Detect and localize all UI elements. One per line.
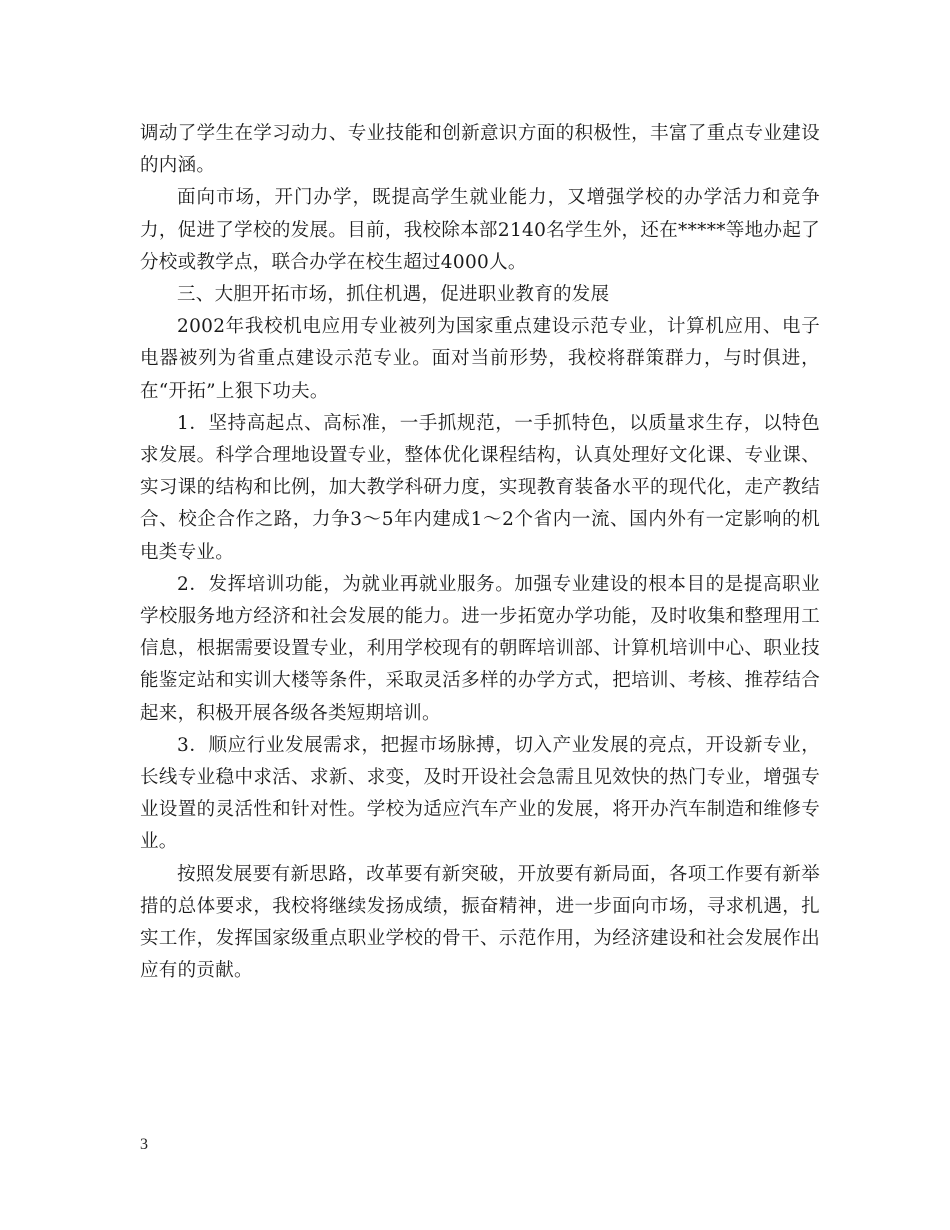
- list-item-3: 3．顺应行业发展需求，把握市场脉搏，切入产业发展的亮点，开设新专业，长线专业稳中求活、求新、求变，及时开设社会急需且见效快的热门专业，增强专业设置的灵活性和针对性。学校为适应汽车产业的发展，将开办汽车制造和维修专业。: [140, 734, 820, 853]
- paragraph-continuation: 调动了学生在学习动力、专业技能和创新意识方面的积极性，丰富了重点专业建设的内涵。: [140, 123, 820, 177]
- page-number: 3: [140, 1136, 148, 1153]
- paragraph-2002-demonstration: 2002年我校机电应用专业被列为国家重点建设示范专业，计算机应用、电子电器被列为省重点建设示范专业。面对当前形势，我校将群策群力，与时俱进，在“开拓”上狠下功夫。: [140, 316, 820, 402]
- paragraph-market-oriented: 面向市场，开门办学，既提高学生就业能力，又增强学校的办学活力和竞争力，促进了学校的发展。目前，我校除本部2140名学生外，还在*****等地办起了分校或教学点，联合办学在校生超过4000人。: [140, 187, 820, 273]
- document-body: [140, 118, 820, 987]
- list-item-1: 1．坚持高起点、高标准，一手抓规范，一手抓特色，以质量求生存，以特色求发展。科学合理地设置专业，整体优化课程结构，认真处理好文化课、专业课、实习课的结构和比例，加大教学科研力度，实现教育装备水平的现代化，走产教结合、校企合作之路，力争3～5年内建成1～2个省内一流、国内外有一定影响的机电类专业。: [140, 412, 820, 563]
- section-heading-three: 三、大胆开拓市场，抓住机遇，促进职业教育的发展: [177, 284, 610, 306]
- list-item-2: 2．发挥培训功能，为就业再就业服务。加强专业建设的根本目的是提高职业学校服务地方经济和社会发展的能力。进一步拓宽办学功能，及时收集和整理用工信息，根据需要设置专业，利用学校现有的朝晖培训部、计算机培训中心、职业技能鉴定站和实训大楼等条件，采取灵活多样的办学方式，把培训、考核、推荐结合起来，积极开展各级各类短期培训。: [140, 573, 820, 724]
- paragraph-conclusion: 按照发展要有新思路，改革要有新突破，开放要有新局面，各项工作要有新举措的总体要求，我校将继续发扬成绩，振奋精神，进一步面向市场，寻求机遇，扎实工作，发挥国家级重点职业学校的骨干、示范作用，为经济建设和社会发展作出应有的贡献。: [140, 863, 820, 982]
